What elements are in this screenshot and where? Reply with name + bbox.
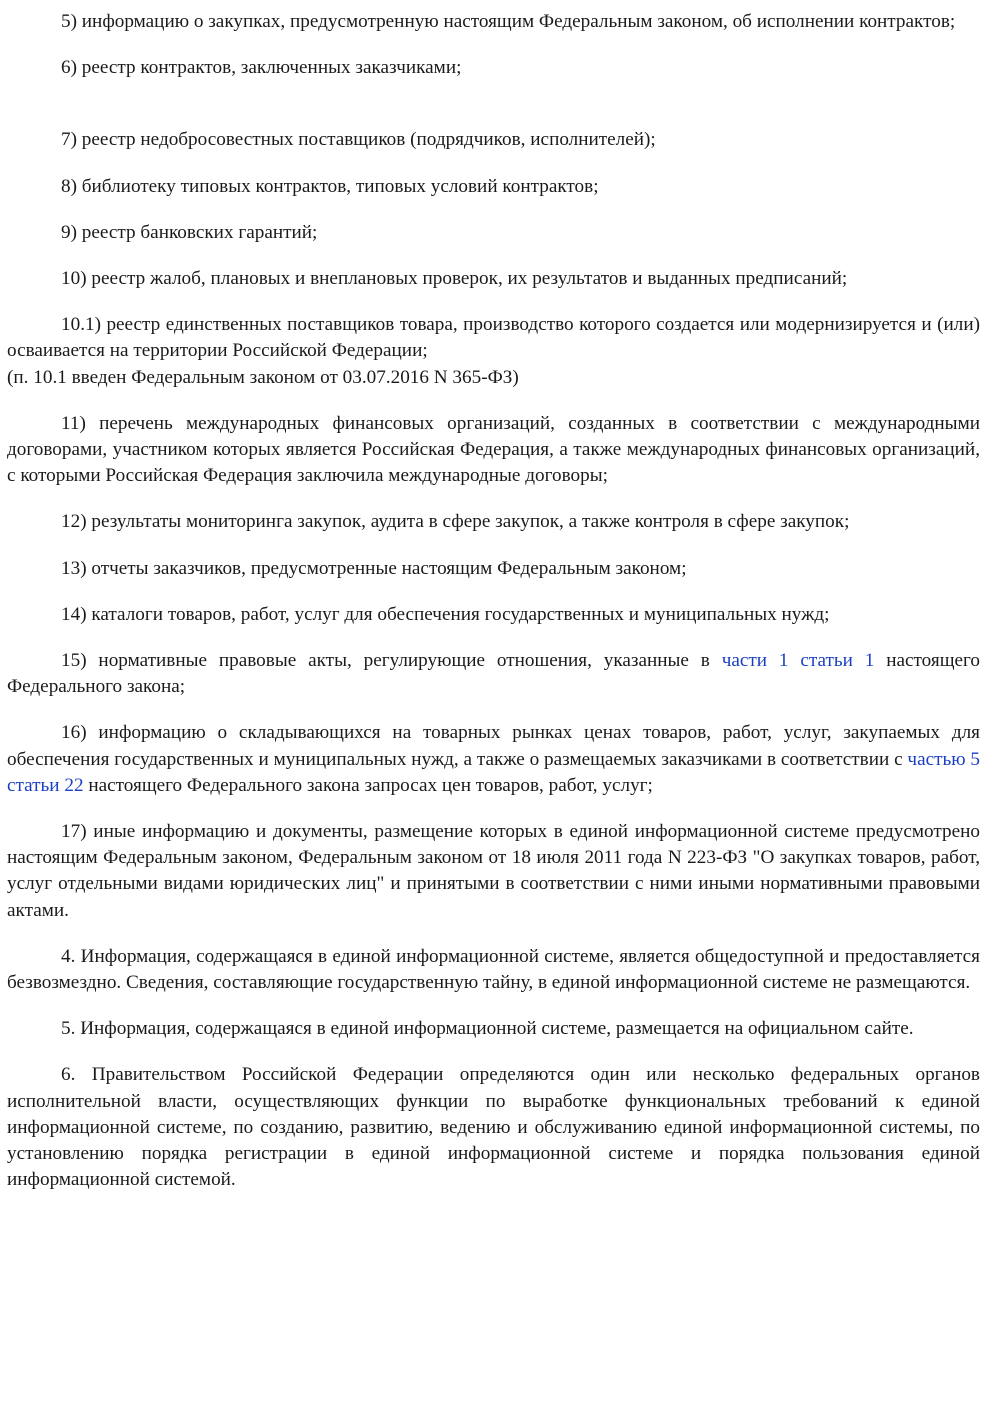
link-part-1-article-1[interactable]: части 1 статьи 1: [721, 650, 875, 672]
part-4: 4. Информация, содержащаяся в единой информационной системе, является общедоступной и предоставляется безвозмездно. Сведения, составляющие государственную тайну, в единой информационной системе не размещаются.: [7, 945, 980, 994]
item-6: 6) реестр контрактов, заключенных заказчиками;: [61, 57, 462, 79]
item-12: 12) результаты мониторинга закупок, аудита в сфере закупок, а также контроля в сфере закупок;: [61, 511, 850, 533]
amendment-note: (п. 10.1 введен Федеральным законом от 03.07.2016 N 365-ФЗ): [7, 366, 519, 388]
item-16-text-before: 16) информацию о складывающихся на товарных рынках ценах товаров, работ, услуг, закупаемых для обеспечения государственных и муниципальных нужд, а также о размещаемых заказчиками в соответствии с: [7, 722, 980, 770]
part-6: 6. Правительством Российской Федерации определяются один или несколько федеральных органов исполнительной власти, осуществляющих функции по выработке функциональных требований к единой информационной системе, по созданию, развитию, ведению и обслуживанию единой информационной системы, по установлению порядка регистрации в единой информационной системе и порядка пользования единой информационной системой.: [7, 1064, 980, 1191]
item-10: 10) реестр жалоб, плановых и внеплановых проверок, их результатов и выданных предписаний;: [61, 268, 848, 290]
item-16: [7, 720, 980, 799]
item-8: 8) библиотеку типовых контрактов, типовых условий контрактов;: [61, 175, 599, 197]
item-9: 9) реестр банковских гарантий;: [61, 221, 318, 243]
part-5: 5. Информация, содержащаяся в единой информационной системе, размещается на официальном сайте.: [61, 1018, 914, 1040]
item-13: 13) отчеты заказчиков, предусмотренные настоящим Федеральным законом;: [61, 557, 687, 579]
item-15-text-before: 15) нормативные правовые акты, регулирующие отношения, указанные в: [61, 650, 722, 672]
item-7: 7) реестр недобросовестных поставщиков (подрядчиков, исполнителей);: [61, 129, 656, 151]
item-16-text-after: настоящего Федерального закона запросах цен товаров, работ, услуг;: [83, 774, 653, 796]
item-15: [7, 648, 980, 700]
item-11: 11) перечень международных финансовых организаций, созданных в соответствии с международными договорами, участником которых является Российская Федерация, а также международных финансовых организаций, с которыми Российская Федерация заключила международные договоры;: [7, 412, 980, 487]
link-part-5-article-22[interactable]: частью 5 статьи 22: [7, 748, 980, 796]
item-14: 14) каталоги товаров, работ, услуг для обеспечения государственных и муниципальных нужд;: [61, 603, 830, 625]
document-page: [7, 0, 980, 1194]
item-17: 17) иные информацию и документы, размещение которых в единой информационной системе предусмотрено настоящим Федеральным законом, Федеральным законом от 18 июля 2011 года N 223-ФЗ "О закупках товаров, работ, услуг отдельными видами юридических лиц" и принятыми в соответствии с ними иными нормативными правовыми актами.: [7, 821, 980, 921]
item-5: 5) информацию о закупках, предусмотренную настоящим Федеральным законом, об исполнении контрактов;: [61, 11, 956, 32]
item-10-1: 10.1) реестр единственных поставщиков товара, производство которого создается или модернизируется и (или) осваивается на территории Российской Федерации;: [7, 314, 980, 362]
item-15-text-after: настоящего Федерального закона;: [7, 650, 980, 698]
